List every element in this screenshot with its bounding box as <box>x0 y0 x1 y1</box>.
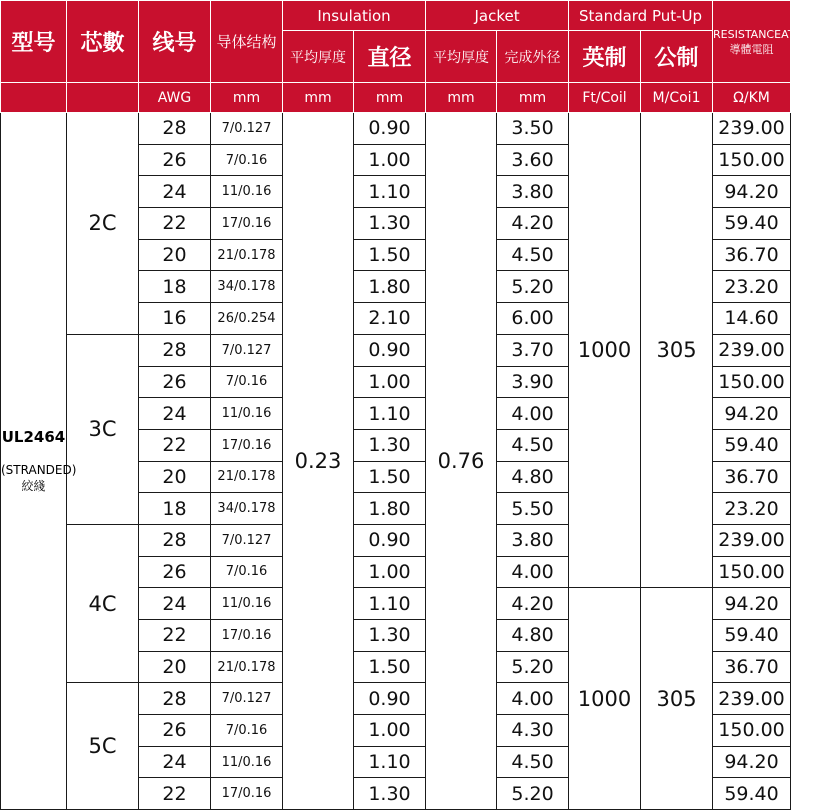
conductor-cell: 21/0.178 <box>211 461 283 493</box>
core-count-cell: 2C <box>67 113 139 335</box>
ins-diameter-cell: 1.30 <box>354 778 426 810</box>
resistance-cell: 150.00 <box>713 556 791 588</box>
conductor-cell: 17/0.16 <box>211 778 283 810</box>
resistance-cell: 36.70 <box>713 239 791 271</box>
unit-jac-od: mm <box>497 83 569 113</box>
resistance-cell: 239.00 <box>713 113 791 145</box>
jac-od-cell: 3.80 <box>497 176 569 208</box>
model-name: UL2464 <box>1 428 66 447</box>
header-ins-thickness: 平均厚度 <box>283 31 354 83</box>
ins-diameter-cell: 1.80 <box>354 493 426 525</box>
jac-od-cell: 4.00 <box>497 398 569 430</box>
awg-cell: 22 <box>139 208 211 240</box>
conductor-cell: 7/0.16 <box>211 715 283 747</box>
core-count-cell: 4C <box>67 524 139 682</box>
awg-cell: 28 <box>139 334 211 366</box>
awg-cell: 18 <box>139 271 211 303</box>
resistance-cell: 150.00 <box>713 366 791 398</box>
ins-diameter-cell: 1.50 <box>354 239 426 271</box>
ins-diameter-cell: 0.90 <box>354 524 426 556</box>
unit-jac-thickness: mm <box>426 83 497 113</box>
resistance-cell: 94.20 <box>713 398 791 430</box>
ins-diameter-cell: 1.30 <box>354 620 426 652</box>
conductor-cell: 26/0.254 <box>211 303 283 335</box>
jac-od-cell: 4.00 <box>497 556 569 588</box>
awg-cell: 22 <box>139 620 211 652</box>
conductor-cell: 7/0.127 <box>211 683 283 715</box>
core-count-cell: 3C <box>67 334 139 524</box>
awg-cell: 24 <box>139 588 211 620</box>
resistance-cell: 239.00 <box>713 524 791 556</box>
unit-awg: AWG <box>139 83 211 113</box>
jac-od-cell: 4.50 <box>497 239 569 271</box>
units-blank <box>67 83 139 113</box>
model-note: (STRANDED) <box>1 463 77 478</box>
jac-od-cell: 3.90 <box>497 366 569 398</box>
jac-od-cell: 4.80 <box>497 620 569 652</box>
resistance-cell: 94.20 <box>713 588 791 620</box>
ins-thickness-cell: 0.23 <box>283 113 354 810</box>
putup-ft-cell: 1000 <box>569 113 641 588</box>
putup-m-cell: 305 <box>641 588 713 810</box>
conductor-cell: 17/0.16 <box>211 208 283 240</box>
awg-cell: 20 <box>139 651 211 683</box>
awg-cell: 26 <box>139 366 211 398</box>
jac-od-cell: 3.60 <box>497 144 569 176</box>
jac-od-cell: 3.70 <box>497 334 569 366</box>
core-count-cell: 5C <box>67 683 139 810</box>
ins-diameter-cell: 1.30 <box>354 429 426 461</box>
awg-cell: 24 <box>139 746 211 778</box>
resistance-cell: 59.40 <box>713 620 791 652</box>
jac-od-cell: 5.20 <box>497 651 569 683</box>
jac-od-cell: 5.20 <box>497 778 569 810</box>
resistance-cell: 23.20 <box>713 493 791 525</box>
conductor-cell: 11/0.16 <box>211 588 283 620</box>
awg-cell: 26 <box>139 715 211 747</box>
conductor-cell: 11/0.16 <box>211 398 283 430</box>
awg-cell: 22 <box>139 429 211 461</box>
ins-diameter-cell: 1.30 <box>354 208 426 240</box>
ins-diameter-cell: 1.00 <box>354 715 426 747</box>
ins-diameter-cell: 1.00 <box>354 556 426 588</box>
ins-diameter-cell: 1.10 <box>354 746 426 778</box>
conductor-cell: 11/0.16 <box>211 176 283 208</box>
conductor-cell: 7/0.16 <box>211 144 283 176</box>
resistance-cell: 59.40 <box>713 429 791 461</box>
header-resistance: RESISTANCEAT20°C導體電阻 <box>713 1 791 83</box>
resistance-cell: 23.20 <box>713 271 791 303</box>
unit-ins-thickness: mm <box>283 83 354 113</box>
unit-metric: M/Coi1 <box>641 83 713 113</box>
jac-od-cell: 4.20 <box>497 588 569 620</box>
awg-cell: 24 <box>139 398 211 430</box>
header-jacket: Jacket <box>426 1 569 31</box>
jac-od-cell: 4.30 <box>497 715 569 747</box>
jac-od-cell: 3.80 <box>497 524 569 556</box>
unit-ins-diameter: mm <box>354 83 426 113</box>
resistance-cell: 239.00 <box>713 683 791 715</box>
header-jac-od: 完成外径 <box>497 31 569 83</box>
jac-od-cell: 4.50 <box>497 429 569 461</box>
putup-ft-cell: 1000 <box>569 588 641 810</box>
header-model: 型号 <box>1 1 67 83</box>
header-jac-thickness: 平均厚度 <box>426 31 497 83</box>
jac-od-cell: 4.00 <box>497 683 569 715</box>
conductor-cell: 7/0.127 <box>211 334 283 366</box>
conductor-cell: 7/0.16 <box>211 366 283 398</box>
header-imperial: 英制 <box>569 31 641 83</box>
resistance-cell: 150.00 <box>713 715 791 747</box>
ins-diameter-cell: 1.80 <box>354 271 426 303</box>
awg-cell: 28 <box>139 113 211 145</box>
header-cores: 芯數 <box>67 1 139 83</box>
awg-cell: 28 <box>139 524 211 556</box>
unit-resistance: Ω/KM <box>713 83 791 113</box>
resistance-cell: 94.20 <box>713 176 791 208</box>
header-putup: Standard Put-Up <box>569 1 713 31</box>
ins-diameter-cell: 0.90 <box>354 113 426 145</box>
jac-od-cell: 5.50 <box>497 493 569 525</box>
jac-od-cell: 6.00 <box>497 303 569 335</box>
model-note-cn: 絞綫 <box>21 479 46 494</box>
header-gauge: 线号 <box>139 1 211 83</box>
jac-od-cell: 5.20 <box>497 271 569 303</box>
jac-od-cell: 3.50 <box>497 113 569 145</box>
ins-diameter-cell: 0.90 <box>354 683 426 715</box>
resistance-cell: 36.70 <box>713 461 791 493</box>
jac-od-cell: 4.80 <box>497 461 569 493</box>
ins-diameter-cell: 2.10 <box>354 303 426 335</box>
ins-diameter-cell: 1.00 <box>354 144 426 176</box>
ins-diameter-cell: 1.10 <box>354 176 426 208</box>
jac-od-cell: 4.20 <box>497 208 569 240</box>
header-metric: 公制 <box>641 31 713 83</box>
ins-diameter-cell: 1.10 <box>354 588 426 620</box>
conductor-cell: 34/0.178 <box>211 493 283 525</box>
table-row <box>1 113 791 145</box>
resistance-cell: 59.40 <box>713 778 791 810</box>
awg-cell: 24 <box>139 176 211 208</box>
awg-cell: 26 <box>139 556 211 588</box>
units-blank <box>1 83 67 113</box>
resistance-cell: 150.00 <box>713 144 791 176</box>
header-ins-diameter: 直径 <box>354 31 426 83</box>
awg-cell: 16 <box>139 303 211 335</box>
awg-cell: 18 <box>139 493 211 525</box>
conductor-cell: 21/0.178 <box>211 651 283 683</box>
ins-diameter-cell: 1.00 <box>354 366 426 398</box>
resistance-cell: 59.40 <box>713 208 791 240</box>
conductor-cell: 17/0.16 <box>211 429 283 461</box>
conductor-cell: 7/0.16 <box>211 556 283 588</box>
units-row <box>1 83 791 113</box>
ins-diameter-cell: 1.50 <box>354 651 426 683</box>
conductor-cell: 21/0.178 <box>211 239 283 271</box>
unit-imperial: Ft/Coil <box>569 83 641 113</box>
resistance-cell: 94.20 <box>713 746 791 778</box>
conductor-cell: 34/0.178 <box>211 271 283 303</box>
awg-cell: 20 <box>139 461 211 493</box>
awg-cell: 26 <box>139 144 211 176</box>
ins-diameter-cell: 0.90 <box>354 334 426 366</box>
ins-diameter-cell: 1.50 <box>354 461 426 493</box>
awg-cell: 22 <box>139 778 211 810</box>
header-conductor: 导体结构 <box>211 1 283 83</box>
resistance-cell: 239.00 <box>713 334 791 366</box>
ins-diameter-cell: 1.10 <box>354 398 426 430</box>
jac-thickness-cell: 0.76 <box>426 113 497 810</box>
resistance-cell: 14.60 <box>713 303 791 335</box>
conductor-cell: 7/0.127 <box>211 524 283 556</box>
conductor-cell: 17/0.16 <box>211 620 283 652</box>
putup-m-cell: 305 <box>641 113 713 588</box>
header-insulation: Insulation <box>283 1 426 31</box>
awg-cell: 28 <box>139 683 211 715</box>
conductor-cell: 7/0.127 <box>211 113 283 145</box>
model-cell <box>1 113 77 810</box>
resistance-cell: 36.70 <box>713 651 791 683</box>
awg-cell: 20 <box>139 239 211 271</box>
unit-conductor: mm <box>211 83 283 113</box>
conductor-cell: 11/0.16 <box>211 746 283 778</box>
jac-od-cell: 4.50 <box>497 746 569 778</box>
